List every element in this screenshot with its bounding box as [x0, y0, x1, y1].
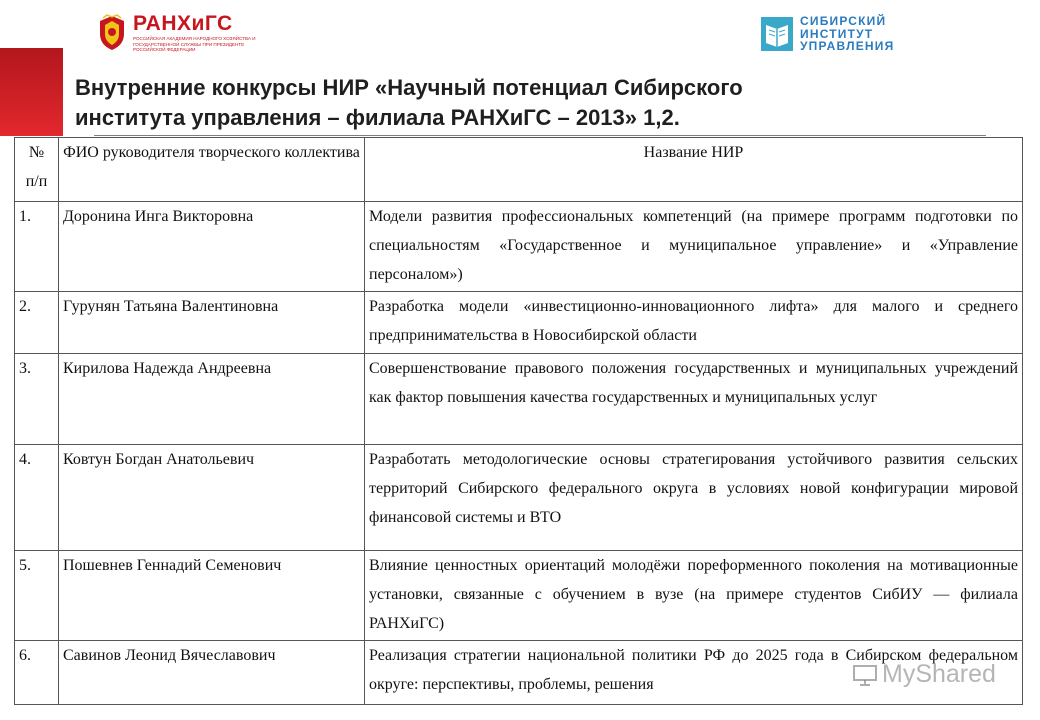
table-row: [15, 292, 1023, 354]
header-number-line-1: №: [28, 144, 45, 161]
slide-title: [75, 73, 975, 133]
watermark-text: MyShared: [882, 660, 996, 688]
table-row: [15, 354, 1023, 445]
table-row: [15, 202, 1023, 292]
header-number-line-2: п/п: [25, 173, 48, 190]
row-project-title: Разработать методологические основы стратегирования устойчивого развития сельских территорий Сибирского федерального округа в условиях новой конфигурации мировой финансовой системы и ВТО: [365, 445, 1023, 551]
header-project-title: Название НИР: [365, 138, 1023, 202]
myshared-watermark: [852, 660, 996, 689]
slide-title-line-1: Внутренние конкурсы НИР «Научный потенциал Сибирского: [75, 75, 743, 100]
row-leader-name: Пошевнев Геннадий Семенович: [59, 551, 365, 641]
row-number: 3.: [15, 354, 59, 445]
row-project-title: Модели развития профессиональных компетенций (на примере программ подготовки по специальностям «Государственное и муниципальное управление» и «Управление персоналом»): [365, 202, 1023, 292]
siu-logo: [760, 15, 894, 53]
row-leader-name: Ковтун Богдан Анатольевич: [59, 445, 365, 551]
research-projects-table: [14, 137, 1023, 705]
siu-logo-line-1: СИБИРСКИЙ: [800, 14, 887, 28]
row-number: 5.: [15, 551, 59, 641]
ranepa-logo-name: РАНХиГС: [133, 12, 233, 36]
row-leader-name: Савинов Леонид Вячеславович: [59, 641, 365, 705]
table-row: [15, 445, 1023, 551]
row-project-title: Влияние ценностных ориентаций молодёжи пореформенного поколения на мотивационные установки, связанные с обучением в вузе (на примере студентов СибИУ — филиала РАНХиГС): [365, 551, 1023, 641]
row-number: 4.: [15, 445, 59, 551]
table-header-row: [15, 138, 1023, 202]
row-project-title: Реализация стратегии национальной политики РФ до 2025 года в Сибирском федеральном округе: перспективы, проблемы, решения: [365, 641, 1023, 705]
row-project-title: Разработка модели «инвестиционно-инновационного лифта» для малого и среднего предпринимательства в Новосибирской области: [365, 292, 1023, 354]
row-project-title: Совершенствование правового положения государственных и муниципальных учреждений как фактор повышения качества государственных и муниципальных услуг: [365, 354, 1023, 445]
header-number: [15, 138, 59, 202]
title-divider: [94, 135, 986, 136]
slide-title-line-2: института управления – филиала РАНХиГС – 2013» 1,2.: [75, 105, 680, 130]
row-number: 6.: [15, 641, 59, 705]
ranepa-logo-subtitle: РОССИЙСКАЯ АКАДЕМИЯ НАРОДНОГО ХОЗЯЙСТВА И ГОСУДАРСТВЕННОЙ СЛУЖБЫ ПРИ ПРЕЗИДЕНТЕ РОССИЙСКОЙ ФЕДЕРАЦИИ: [133, 36, 256, 53]
eagle-emblem-icon: [97, 14, 127, 52]
book-icon: [760, 16, 794, 52]
row-leader-name: Гурунян Татьяна Валентиновна: [59, 292, 365, 354]
table-row: [15, 551, 1023, 641]
row-number: 2.: [15, 292, 59, 354]
row-leader-name: Доронина Инга Викторовна: [59, 202, 365, 292]
row-number: 1.: [15, 202, 59, 292]
row-leader-name: Кирилова Надежда Андреевна: [59, 354, 365, 445]
header-leader-name: ФИО руководителя творческого коллектива: [59, 138, 365, 202]
siu-logo-line-3: УПРАВЛЕНИЯ: [800, 39, 895, 53]
ranepa-logo: [97, 12, 261, 54]
presentation-icon: [852, 664, 878, 686]
siu-logo-line-2: ИНСТИТУТ: [800, 26, 874, 41]
red-accent-bar: [0, 48, 63, 136]
